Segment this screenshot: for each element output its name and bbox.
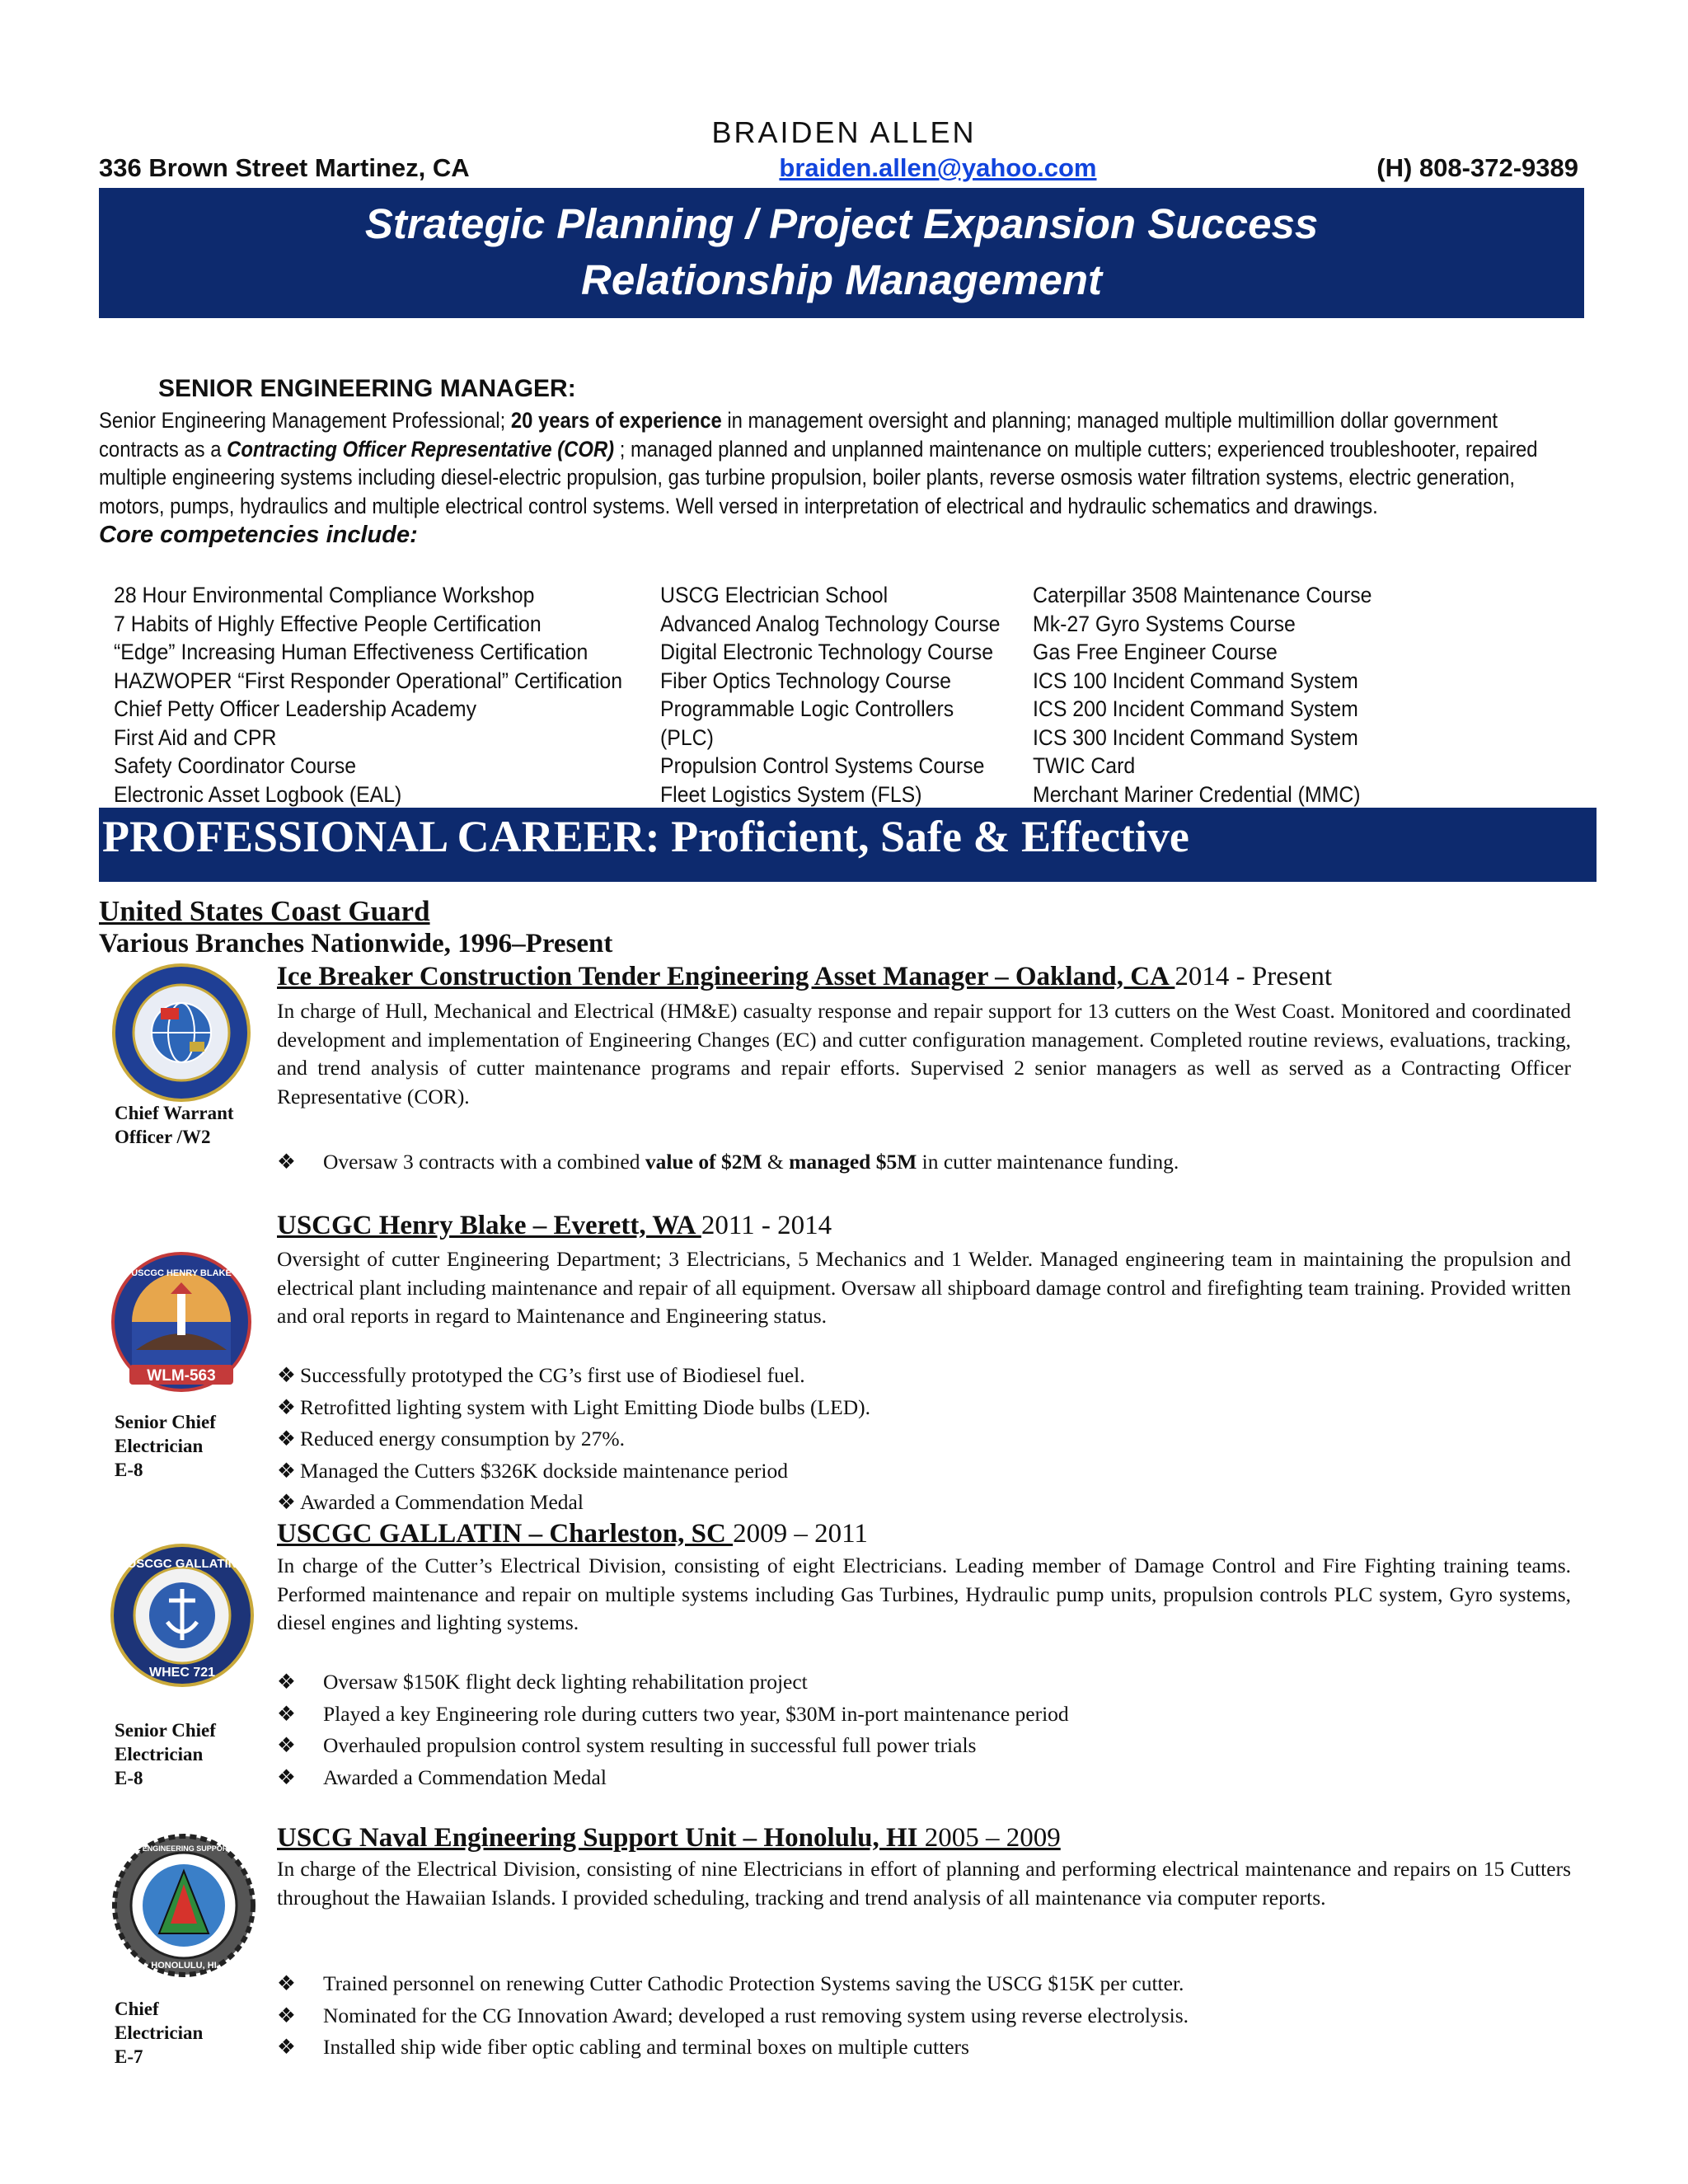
bullet-text: Nominated for the CG Innovation Award; developed a rust removing system using reverse electrolysis. xyxy=(323,2003,1189,2027)
job-description-4: In charge of the Electrical Division, consisting of nine Electricians in effort of planning and performing electrical maintenance and repairs on 15 Cutters throughout the Hawaiian Islands. I provided scheduling, tracking and trend analysis of all maintenance via computer reports. xyxy=(277,1857,1571,1910)
bullet-item xyxy=(277,1423,1579,1455)
seal-label: USCGC HENRY BLAKE xyxy=(131,1268,232,1278)
headline-line-1: Strategic Planning / Project Expansion Success xyxy=(364,200,1319,247)
competency-item: Mk-27 Gyro Systems Course xyxy=(1033,611,1296,636)
rank-label-3 xyxy=(115,1718,216,1790)
summary-paragraph xyxy=(99,406,1538,520)
bullet-bold-managed: managed $5M xyxy=(789,1150,917,1174)
diamond-bullet-icon: ❖ xyxy=(277,1363,296,1387)
bullet-bold-value: value of $2M xyxy=(645,1150,762,1174)
job-dates: 2005 – 2009 xyxy=(917,1823,1061,1853)
diamond-bullet-icon: ❖ xyxy=(277,2003,296,2027)
summary-heading: SENIOR ENGINEERING MANAGER: xyxy=(158,375,576,402)
contact-row xyxy=(99,153,1578,183)
diamond-bullet-icon: ❖ xyxy=(277,1971,296,1995)
competency-item: 28 Hour Environmental Compliance Workshop xyxy=(114,583,535,607)
bullet-item xyxy=(277,2000,1579,2032)
competency-item: HAZWOPER “First Responder Operational” Certification xyxy=(114,668,623,693)
diamond-bullet-icon: ❖ xyxy=(277,2035,296,2059)
rank-label-2 xyxy=(115,1410,216,1482)
diamond-bullet-icon: ❖ xyxy=(277,1701,296,1726)
bullet-item xyxy=(277,1699,1579,1731)
email-link[interactable]: braiden.allen@yahoo.com xyxy=(779,153,1097,182)
competency-item: (PLC) xyxy=(660,724,714,750)
address: 336 Brown Street Martinez, CA xyxy=(99,153,470,182)
rank-line: Electrician xyxy=(115,2022,204,2043)
rank-line: Electrician xyxy=(115,1744,204,1765)
bullet-text: Overhauled propulsion control system resulting in successful full power trials xyxy=(323,1733,977,1757)
bullet-text: Retrofitted lighting system with Light Emitting Diode bulbs (LED). xyxy=(300,1394,870,1419)
summary-text-2: in management oversight and planning; managed multiple multimillion dollar government contracts as a xyxy=(99,408,1498,462)
bullet-item xyxy=(277,1730,1579,1762)
bullet-item xyxy=(277,1666,1579,1699)
diamond-bullet-icon: ❖ xyxy=(277,1394,296,1419)
job-bullets-2 xyxy=(277,1360,1579,1519)
competency-item: “Edge” Increasing Human Effectiveness Certification xyxy=(114,640,588,664)
job-dates: 2011 - 2014 xyxy=(701,1211,832,1240)
competency-item: Propulsion Control Systems Course xyxy=(660,753,985,778)
competency-item: ICS 300 Incident Command System xyxy=(1033,724,1358,750)
competency-item: Caterpillar 3508 Maintenance Course xyxy=(1033,583,1372,607)
bullet-text: Awarded a Commendation Medal xyxy=(300,1490,584,1514)
diamond-bullet-icon: ❖ xyxy=(277,1733,296,1757)
diamond-bullet-icon: ❖ xyxy=(277,1458,296,1483)
job-title-text: USCGC Henry Blake – Everett, WA xyxy=(277,1211,701,1240)
diamond-bullet-icon: ❖ xyxy=(277,1150,296,1174)
bullet-item xyxy=(277,1455,1579,1488)
competency-item: Digital Electronic Technology Course xyxy=(660,640,994,664)
competency-item: First Aid and CPR xyxy=(114,724,277,750)
job-title-4 xyxy=(277,1823,1061,1854)
core-competencies-heading: Core competencies include: xyxy=(99,522,418,548)
job-title-2 xyxy=(277,1211,832,1241)
bullet-item xyxy=(277,1146,1579,1179)
bullet-item xyxy=(277,2032,1579,2064)
competency-item: Gas Free Engineer Course xyxy=(1033,640,1278,664)
competency-item: Advanced Analog Technology Course xyxy=(660,611,1001,636)
job-title-text: Ice Breaker Construction Tender Engineering Asset Manager – Oakland, CA xyxy=(277,962,1175,991)
competency-item: Programmable Logic Controllers xyxy=(660,696,954,721)
headline-banner xyxy=(99,188,1584,318)
competency-item: Fiber Optics Technology Course xyxy=(660,668,951,693)
job-title-1 xyxy=(277,962,1332,992)
diamond-bullet-icon: ❖ xyxy=(277,1427,296,1451)
career-banner: PROFESSIONAL CAREER: Proficient, Safe & Effective xyxy=(99,808,1597,882)
seal-label: WHEC 721 xyxy=(148,1666,216,1680)
job-title-3 xyxy=(277,1519,868,1549)
diamond-bullet-icon: ❖ xyxy=(277,1765,296,1789)
gallatin-seal-icon xyxy=(110,1543,255,1688)
bullet-item xyxy=(277,1762,1579,1794)
job-bullets-4 xyxy=(277,1968,1579,2064)
diamond-bullet-icon: ❖ xyxy=(277,1670,296,1694)
competency-item: Chief Petty Officer Leadership Academy xyxy=(114,696,476,721)
rank-line: Electrician xyxy=(115,1436,204,1456)
phone: (H) 808-372-9389 xyxy=(1376,153,1578,182)
bullet-text: Trained personnel on renewing Cutter Cathodic Protection Systems saving the USCG $15K per cutter. xyxy=(323,1971,1184,1995)
competency-item: 7 Habits of Highly Effective People Certification xyxy=(114,611,542,636)
bullet-item xyxy=(277,1968,1579,2000)
bullet-text: Reduced energy consumption by 27%. xyxy=(300,1427,625,1451)
rank-line: Officer /W2 xyxy=(115,1127,211,1147)
job-dates: 2009 – 2011 xyxy=(733,1519,868,1549)
branches-line: Various Branches Nationwide, 1996–Present xyxy=(99,929,613,958)
seal-label: USCGC GALLATIN xyxy=(127,1557,237,1571)
bullet-item xyxy=(277,1392,1579,1424)
bullet-part: Oversaw 3 contracts with a combined xyxy=(323,1150,645,1174)
job-description-1: In charge of Hull, Mechanical and Electrical (HM&E) casualty response and repair support for 13 cutters on the West Coast. Monitored and coordinated development and implementation of Engineering Changes (EC) and cutter configuration management. Completed routine reviews, evaluations, tracking, and trend analysis of cutter maintenance programs and repair efforts. Supervised 2 senior managers as well as served as a Contracting Officer Representative (COR). xyxy=(277,999,1571,1108)
bullet-part: & xyxy=(762,1150,790,1174)
competency-item: Fleet Logistics System (FLS) xyxy=(660,781,922,807)
job-title-text: USCGC GALLATIN – Charleston, SC xyxy=(277,1519,734,1549)
bullet-text: Oversaw $150K flight deck lighting rehabilitation project xyxy=(323,1670,808,1694)
organization-name: United States Coast Guard xyxy=(99,895,430,927)
bullet-item xyxy=(277,1360,1579,1392)
headline-line-2: Relationship Management xyxy=(581,256,1102,303)
summary-text-1: Senior Engineering Management Professional; xyxy=(99,408,511,433)
bullet-item xyxy=(277,1487,1579,1519)
competency-item: USCG Electrician School xyxy=(660,583,889,607)
rank-line: Chief Warrant xyxy=(115,1103,234,1123)
competency-column-2 xyxy=(660,581,1000,808)
job-dates: 2014 - Present xyxy=(1175,962,1333,991)
rank-label-4 xyxy=(115,1997,203,2069)
surface-forces-seal-icon xyxy=(111,963,251,1103)
seal-label: WLM-563 xyxy=(147,1367,216,1385)
rank-line: Senior Chief xyxy=(115,1412,216,1432)
summary-bold-experience: 20 years of experience xyxy=(510,408,722,433)
rank-label-1 xyxy=(115,1101,234,1149)
diamond-bullet-icon: ❖ xyxy=(277,1490,296,1514)
bullet-text: Installed ship wide fiber optic cabling and terminal boxes on multiple cutters xyxy=(323,2035,969,2059)
summary-text-3: ; managed planned and unplanned maintenance on multiple cutters; experienced troubleshooter, repaired multiple engineering systems including diesel-electric propulsion, gas turbine propulsion, boiler plants, reverse osmosis water filtration systems, electric generation, motors, pumps, hydraulics and multiple electrical control systems. Well versed in interpretation of electrical and hydraulic schematics and drawings. xyxy=(99,436,1538,518)
seal-label: HONOLULU, HI xyxy=(151,1961,217,1971)
bullet-text: Successfully prototyped the CG’s first use of Biodiesel fuel. xyxy=(300,1363,805,1387)
job-description-3: In charge of the Cutter’s Electrical Division, consisting of eight Electricians. Leading member of Damage Control and Fire Fighting training teams. Performed maintenance and repair on multiple systems including Gas Turbines, Hydraulic pump units, propulsion controls PLC system, Gyro systems, diesel engines and lighting systems. xyxy=(277,1554,1571,1634)
competency-item: TWIC Card xyxy=(1033,753,1136,778)
henry-blake-patch-icon xyxy=(111,1251,251,1393)
bullet-text: Managed the Cutters $326K dockside maintenance period xyxy=(300,1458,788,1483)
competency-column-3 xyxy=(1033,581,1372,808)
rank-line: Senior Chief xyxy=(115,1720,216,1741)
competency-item: ICS 100 Incident Command System xyxy=(1033,668,1358,693)
bullet-text xyxy=(323,1146,1179,1179)
rank-line: E-8 xyxy=(115,1460,143,1480)
bullet-text: Awarded a Commendation Medal xyxy=(323,1765,607,1789)
seal-label: NAVAL ENGINEERING SUPPORT UNIT xyxy=(115,1844,252,1853)
competency-item: Safety Coordinator Course xyxy=(114,753,357,778)
candidate-name: BRAIDEN ALLEN xyxy=(711,115,977,149)
job-bullets-3 xyxy=(277,1666,1579,1793)
competency-item: Merchant Mariner Credential (MMC) xyxy=(1033,781,1361,807)
job-title-text: USCG Naval Engineering Support Unit – Honolulu, HI xyxy=(277,1823,918,1853)
bullet-part: in cutter maintenance funding. xyxy=(917,1150,1179,1174)
job-bullets-1 xyxy=(277,1146,1579,1179)
rank-line: E-7 xyxy=(115,2046,143,2067)
competency-item: Electronic Asset Logbook (EAL) xyxy=(114,781,402,807)
job-description-2: Oversight of cutter Engineering Department; 3 Electricians, 5 Mechanics and 1 Welder. Managed engineering team in maintaining the propulsion and electrical plant including maintenance and repair of all equipment. Oversaw all shipboard damage control and firefighting team training. Provided written and oral reports in regard to Maintenance and Engineering status. xyxy=(277,1247,1571,1328)
competency-item: ICS 200 Incident Command System xyxy=(1033,696,1358,721)
bullet-text: Played a key Engineering role during cutters two year, $30M in-port maintenance period xyxy=(323,1701,1069,1726)
summary-bold-cor: Contracting Officer Representative (COR) xyxy=(227,436,615,462)
competency-column-1 xyxy=(114,581,622,808)
engineering-support-unit-seal-icon xyxy=(111,1833,256,1978)
rank-line: E-8 xyxy=(115,1768,143,1788)
rank-line: Chief xyxy=(115,1999,159,2019)
